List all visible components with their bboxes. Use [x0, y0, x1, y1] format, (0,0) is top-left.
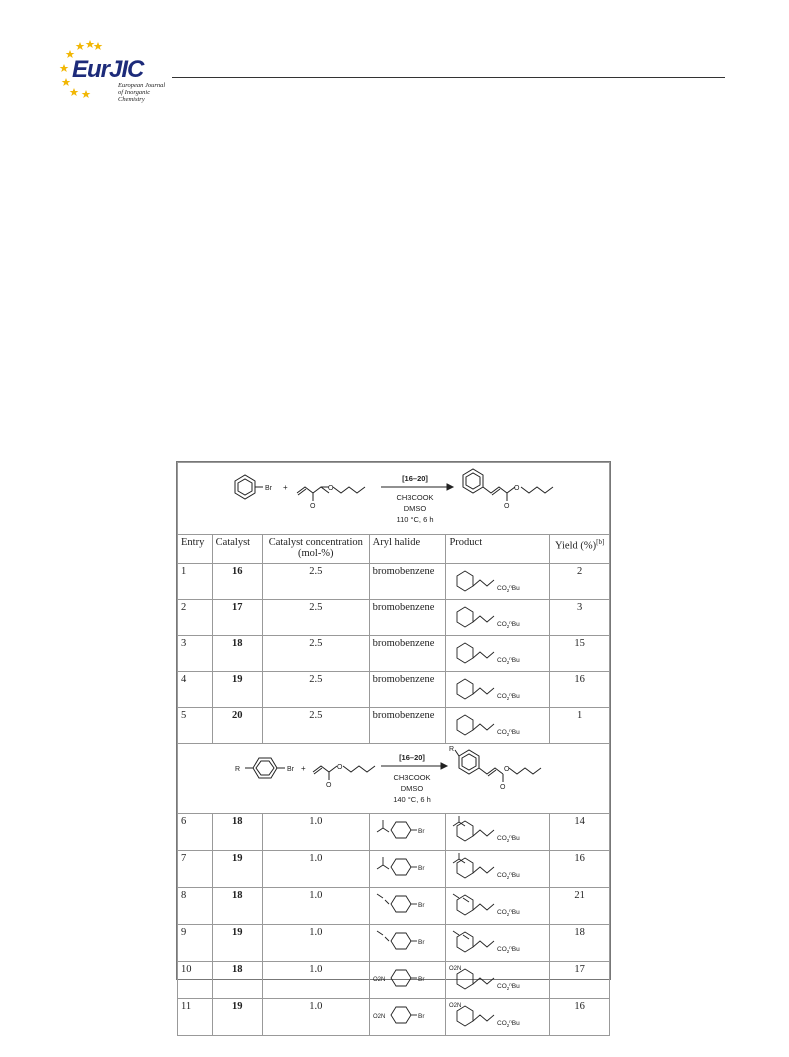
scheme-1-conditions: 110 °C, 6 h	[395, 515, 434, 524]
cell-entry: 3	[178, 636, 213, 672]
svg-text:Br: Br	[417, 865, 425, 872]
table-row	[178, 636, 610, 672]
scheme-2-base: CH3COOK	[392, 773, 431, 782]
cell-catalyst: 19	[212, 672, 262, 708]
cell-catalyst: 18	[212, 962, 262, 999]
cell-yield: 17	[550, 962, 610, 999]
svg-text:Br: Br	[417, 939, 425, 946]
plus-sign-2: +	[300, 764, 306, 773]
table-row	[178, 925, 610, 962]
r-label: R	[234, 766, 240, 773]
svg-text:O: O	[309, 503, 315, 510]
cell-product	[446, 962, 550, 999]
br-label: Br	[264, 485, 272, 492]
svg-text:O: O	[503, 503, 509, 510]
table-row	[178, 851, 610, 888]
table-row	[178, 564, 610, 600]
svg-text:O2N: O2N	[372, 1014, 385, 1020]
svg-text:CO2nBu: $CO_2^nBu$	[497, 871, 521, 880]
cell-yield: 16	[550, 999, 610, 1036]
table-row	[178, 962, 610, 999]
svg-text:O: O	[336, 764, 342, 771]
cell-aryl-halide	[369, 925, 446, 962]
cell-aryl-halide: bromobenzene	[369, 564, 446, 600]
cell-catalyst: 18	[212, 888, 262, 925]
scheme-2-conditions: 140 °C, 6 h	[392, 795, 431, 804]
cell-catalyst: 17	[212, 600, 262, 636]
cell-concentration: 1.0	[262, 962, 369, 999]
cell-yield: 14	[550, 814, 610, 851]
reaction-scheme-2	[178, 744, 610, 814]
header-product: Product	[446, 535, 550, 564]
logo-wordmark: EurJIC	[72, 56, 144, 83]
cell-catalyst: 18	[212, 636, 262, 672]
cell-catalyst: 19	[212, 851, 262, 888]
cell-aryl-halide	[369, 851, 446, 888]
svg-text:O: O	[499, 784, 505, 791]
cell-yield: 21	[550, 888, 610, 925]
cell-aryl-halide: bromobenzene	[369, 672, 446, 708]
cell-entry: 4	[178, 672, 213, 708]
cell-product	[446, 814, 550, 851]
svg-text:O2N: O2N	[449, 966, 462, 972]
cell-entry: 11	[178, 999, 213, 1036]
cell-aryl-halide	[369, 999, 446, 1036]
cell-concentration: 2.5	[262, 564, 369, 600]
table-header-row	[178, 535, 610, 564]
cell-yield: 15	[550, 636, 610, 672]
svg-text:CO2nBu: $CO_2^nBu$	[497, 834, 521, 843]
cell-concentration: 2.5	[262, 600, 369, 636]
br-label-2: Br	[286, 766, 294, 773]
scheme-2-solvent: DMSO	[400, 784, 423, 793]
svg-text:O2N: O2N	[372, 977, 385, 983]
scheme-1-base: CH3COOK	[395, 493, 434, 502]
cell-catalyst: 16	[212, 564, 262, 600]
cell-concentration: 2.5	[262, 636, 369, 672]
cell-product	[446, 851, 550, 888]
header-catalyst: Catalyst	[212, 535, 262, 564]
svg-text:Br: Br	[417, 902, 425, 909]
cell-product	[446, 636, 550, 672]
header-yield: Yield (%)[b]	[550, 535, 610, 564]
cell-product	[446, 600, 550, 636]
cell-catalyst: 18	[212, 814, 262, 851]
cell-concentration: 1.0	[262, 925, 369, 962]
table-row	[178, 708, 610, 744]
cell-entry: 1	[178, 564, 213, 600]
cell-product	[446, 564, 550, 600]
cell-catalyst: 19	[212, 999, 262, 1036]
cell-entry: 10	[178, 962, 213, 999]
svg-text:O: O	[325, 782, 331, 789]
table-row	[178, 600, 610, 636]
cell-product	[446, 999, 550, 1036]
cell-yield: 18	[550, 925, 610, 962]
svg-text:CO2nBu: $CO_2^nBu$	[497, 945, 521, 954]
cell-yield: 1	[550, 708, 610, 744]
svg-text:Br: Br	[417, 1013, 425, 1020]
cell-yield: 16	[550, 672, 610, 708]
svg-text:CO2nBu: $CO_2^nBu$	[497, 982, 521, 991]
svg-text:O: O	[513, 485, 519, 492]
svg-text:O: O	[327, 485, 333, 492]
cell-aryl-halide: bromobenzene	[369, 636, 446, 672]
svg-text:CO2nBu: $CO_2^nBu$	[497, 1019, 521, 1028]
cell-product	[446, 672, 550, 708]
cell-entry: 8	[178, 888, 213, 925]
scheme-2-catalyst: [16–20]	[398, 753, 425, 762]
svg-text:CO2nBu: $CO_2^nBu$	[497, 692, 521, 701]
svg-text:CO2nBu: $CO_2^nBu$	[497, 584, 521, 593]
logo-subtitle: European Journal of Inorganic Chemistry	[118, 82, 166, 103]
plus-sign: +	[282, 483, 288, 492]
header-entry: Entry	[178, 535, 213, 564]
scheme-1-solvent: DMSO	[403, 504, 426, 513]
scheme-1-drawing	[179, 463, 609, 531]
cell-concentration: 1.0	[262, 851, 369, 888]
cell-yield: 3	[550, 600, 610, 636]
cell-yield: 16	[550, 851, 610, 888]
header-rule	[172, 77, 725, 78]
svg-text:CO2nBu: $CO_2^nBu$	[497, 656, 521, 665]
table-row	[178, 814, 610, 851]
journal-logo	[58, 38, 178, 103]
cell-catalyst: 20	[212, 708, 262, 744]
svg-text:CO2nBu: $CO_2^nBu$	[497, 908, 521, 917]
cell-concentration: 2.5	[262, 672, 369, 708]
cell-entry: 9	[178, 925, 213, 962]
cell-entry: 5	[178, 708, 213, 744]
cell-concentration: 2.5	[262, 708, 369, 744]
table-row	[178, 999, 610, 1036]
cell-entry: 2	[178, 600, 213, 636]
cell-product	[446, 925, 550, 962]
heck-reaction-table	[176, 461, 611, 1028]
cell-product	[446, 708, 550, 744]
cell-entry: 6	[178, 814, 213, 851]
cell-concentration: 1.0	[262, 999, 369, 1036]
header-concentration: Catalyst concentration (mol-%)	[262, 535, 369, 564]
cell-aryl-halide	[369, 814, 446, 851]
cell-yield: 2	[550, 564, 610, 600]
scheme-2-drawing	[179, 744, 609, 810]
svg-text:O2N: O2N	[449, 1003, 462, 1009]
cell-concentration: 1.0	[262, 814, 369, 851]
table-row	[178, 672, 610, 708]
svg-text:O: O	[503, 766, 509, 773]
cell-aryl-halide	[369, 888, 446, 925]
r-label-2: R	[448, 746, 454, 753]
svg-text:Br: Br	[417, 976, 425, 983]
svg-text:CO2nBu: $CO_2^nBu$	[497, 728, 521, 737]
cell-aryl-halide: bromobenzene	[369, 708, 446, 744]
cell-product	[446, 888, 550, 925]
cell-catalyst: 19	[212, 925, 262, 962]
cell-concentration: 1.0	[262, 888, 369, 925]
cell-entry: 7	[178, 851, 213, 888]
scheme-1-catalyst: [16–20]	[401, 474, 428, 483]
svg-text:CO2nBu: $CO_2^nBu$	[497, 620, 521, 629]
svg-text:Br: Br	[417, 828, 425, 835]
cell-aryl-halide	[369, 962, 446, 999]
header-aryl-halide: Aryl halide	[369, 535, 446, 564]
cell-aryl-halide: bromobenzene	[369, 600, 446, 636]
reaction-scheme-1	[178, 463, 610, 535]
table-row	[178, 888, 610, 925]
